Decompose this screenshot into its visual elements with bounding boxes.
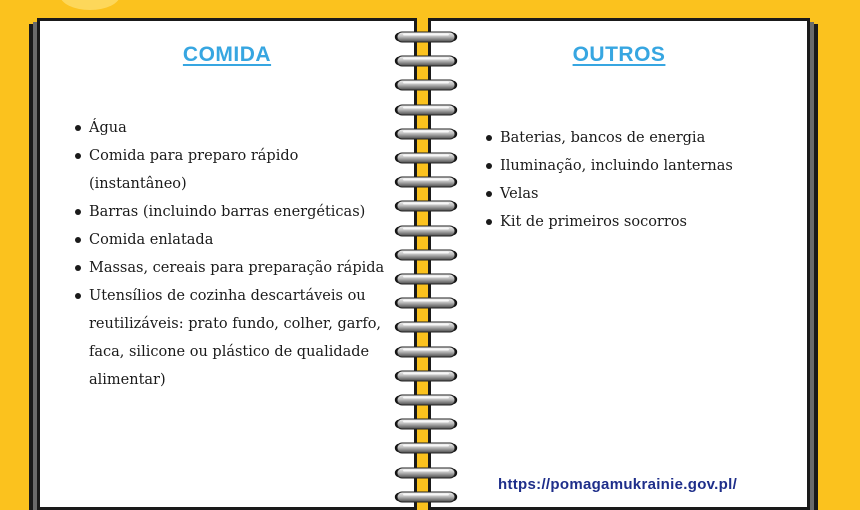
list-item: Baterias, bancos de energia <box>486 124 786 152</box>
spiral-ring <box>393 466 459 480</box>
list-item: Massas, cereais para preparação rápida <box>75 254 395 282</box>
spiral-ring <box>393 224 459 238</box>
list-item: Iluminação, incluindo lanternas <box>486 152 786 180</box>
outros-heading: OUTROS <box>572 43 666 66</box>
list-item: Utensílios de cozinha descartáveis ou reutilizáveis: prato fundo, colher, garfo, faca, silicone ou plástico de qualidade alimentar) <box>75 282 395 394</box>
spiral-ring <box>393 78 459 92</box>
spiral-ring <box>393 151 459 165</box>
list-item: Kit de primeiros socorros <box>486 208 786 236</box>
spiral-ring <box>393 490 459 504</box>
list-item: Comida enlatada <box>75 226 395 254</box>
spiral-ring <box>393 320 459 334</box>
spiral-ring <box>393 199 459 213</box>
outros-list <box>486 124 786 236</box>
spiral-ring <box>393 345 459 359</box>
spiral-ring <box>393 272 459 286</box>
spiral-ring <box>393 441 459 455</box>
background-glow <box>60 0 120 10</box>
comida-list <box>75 114 395 394</box>
list-item: Velas <box>486 180 786 208</box>
spiral-ring <box>393 30 459 44</box>
website-url[interactable]: https://pomagamukrainie.gov.pl/ <box>498 476 738 493</box>
spiral-ring <box>393 127 459 141</box>
right-notebook-page <box>428 18 810 510</box>
spiral-ring <box>393 369 459 383</box>
list-item: Barras (incluindo barras energéticas) <box>75 198 395 226</box>
spiral-ring <box>393 393 459 407</box>
spiral-ring <box>393 417 459 431</box>
spiral-ring <box>393 248 459 262</box>
spiral-binding-icon <box>393 30 461 510</box>
spiral-ring <box>393 103 459 117</box>
list-item: Água <box>75 114 395 142</box>
list-item: Comida para preparo rápido (instantâneo) <box>75 142 395 198</box>
comida-heading: COMIDA <box>182 43 272 66</box>
spiral-ring <box>393 175 459 189</box>
left-notebook-page <box>37 18 417 510</box>
spiral-ring <box>393 54 459 68</box>
spiral-ring <box>393 296 459 310</box>
